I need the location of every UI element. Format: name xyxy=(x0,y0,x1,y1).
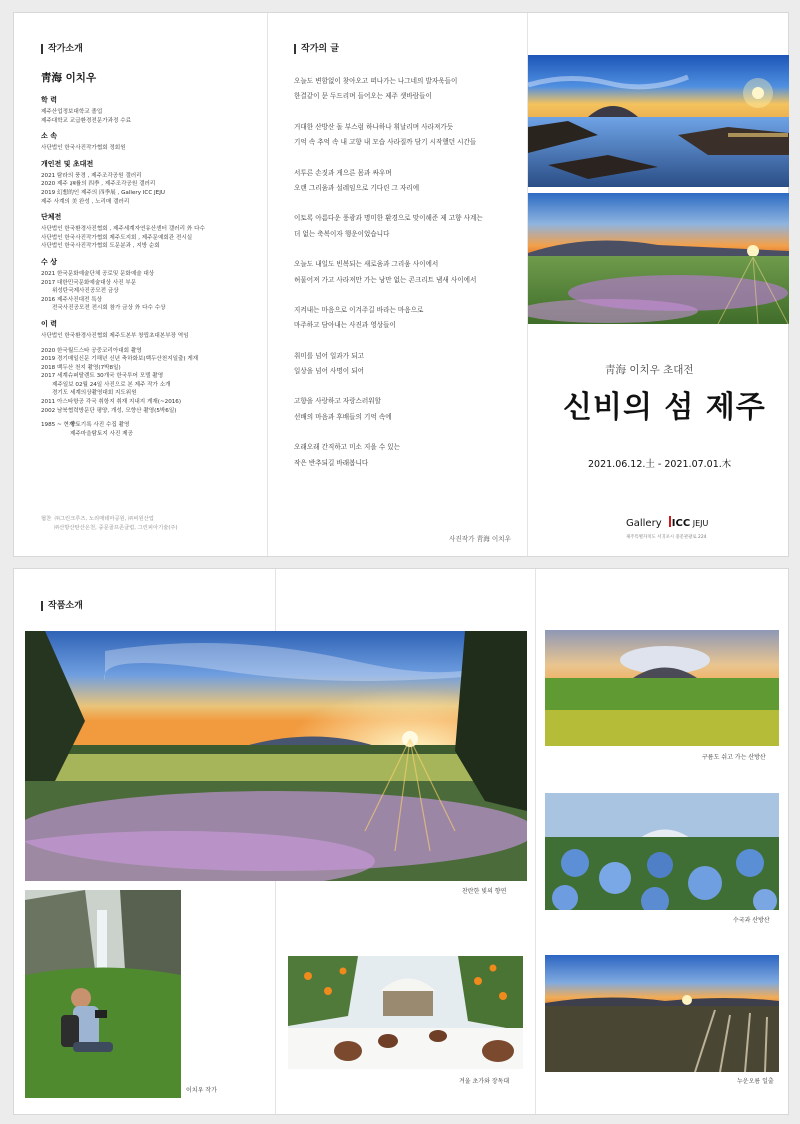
poem-stanza: 오늘도 내일도 빈복되는 새로움과 그리움 사이에서 허물어져 가고 사라져만 가는 낭만 없는 콘크리트 냄새 사이에서 xyxy=(294,260,477,284)
exhibition-dates: 2021.06.12.土 - 2021.07.01.木 xyxy=(588,459,732,470)
fold-line xyxy=(535,569,536,1114)
bio-line: 2020 제주 ३ॺ률의 四季 , 제주조각공원 갤러리 xyxy=(41,181,156,188)
history-line: 2020 한국월드스타 공중코리아대회 촬영 xyxy=(41,347,142,354)
caption-artist: 이치우 작가 xyxy=(186,1087,217,1094)
bio-line: 제주 사계의 美 완성 , 노리매 갤러리 xyxy=(41,198,130,205)
photo-artist-portrait xyxy=(25,890,181,1098)
exhibition-subtitle: 靑海 이치우 초대전 xyxy=(605,364,694,376)
caption-winter: 겨울 초가와 장독대 xyxy=(459,1078,510,1085)
extra-line: 제주마을탐토지 사진 제공 xyxy=(70,430,133,437)
history-line: 2018 백두산 천지 촬영(7박8일) xyxy=(41,364,121,371)
award-line: 2016 제주사진대전 특상 xyxy=(41,296,103,303)
bio-heading: 이 력 xyxy=(41,319,57,328)
caption-right-2: 수국과 산방산 xyxy=(733,917,770,924)
bio-line: 사단법인 한국사진작가협회 제주도지회 , 제주문예회관 전시실 xyxy=(41,234,193,241)
section-title-note: 작가의 글 xyxy=(294,44,339,54)
gallery-logo: Gallery ICC JEJU xyxy=(626,518,709,529)
bio-line: 제주산업정보대학교 졸업 xyxy=(41,109,103,115)
bio-heading: 학 력 xyxy=(41,96,57,104)
section-title-works: 작품소개 xyxy=(41,601,83,611)
extra-line: 1985 ~ 현재 향토기록 사진 수집 촬영 xyxy=(41,422,130,429)
bio-line: 사단법인 한국사진작가협회 도문분과 , 지방 순회 xyxy=(41,243,160,250)
sponsor-line: ㈜그린크루즈, 노리매테마공원, ㈜비원산업 xyxy=(54,516,154,522)
history-line: 2017 세계슈퍼탈렌트 30개국 한국투어 모델 촬영 xyxy=(41,373,164,380)
photo-main-panorama xyxy=(25,631,527,881)
exhibition-title: 신비의 섬 제주 xyxy=(563,390,766,425)
bio-heading: 단체전 xyxy=(41,213,62,222)
poem-stanza: 서투른 손짓과 게으른 몸과 싸우며 오랜 그리움과 설레임으로 기다린 그 자리에 xyxy=(294,168,420,192)
bio-heading: 개인전 및 초대전 xyxy=(41,159,94,168)
cover-photo-field-sunset xyxy=(528,193,789,324)
bio-line: 2019 幻想的인 제주의 四季展 , Gallery ICC JEJU xyxy=(41,189,165,196)
artist-note-text xyxy=(294,75,524,487)
bio-line: 사단법인 한국사진작가협회 정회원 xyxy=(41,145,126,152)
bio-heading: 소 속 xyxy=(41,132,57,141)
poem-stanza: 거대한 산방산 돌 부스럼 하나하나 휘날리며 사라져가듯 기억 속 추억 속 내 고향 내 모습 사라질까 담기 시작했던 시간들 xyxy=(294,122,477,147)
award-line: 2017 대한민국문화예술대상 사진 부문 xyxy=(41,279,137,286)
history-line: 2011 아스타항공 각국 취항지 취재 지내지 게재(~2016) xyxy=(41,399,182,406)
history-line: 사단법인 한국환경사진협회 제주도본부 창립초대본부장 역임 xyxy=(41,332,189,339)
poem-stanza: 취미를 넘어 일과가 되고 일상을 넘어 사명이 되어 xyxy=(294,351,364,376)
history-line: 2002 남북협력방문단 평양, 개성, 모향산 촬영(5박6일) xyxy=(41,407,177,414)
bio-heading: 수 상 xyxy=(41,257,57,266)
poem-stanza: 오늘도 변함없이 찾아오고 떠나가는 나그네의 발자욱들이 한결같이 문 두드리며 들어오는 제주 샛바람들이 xyxy=(294,77,458,101)
gallery-address: 제주특별자치도 서귀포시 중문관광로 224 xyxy=(626,535,707,540)
artist-name: 靑海 이치우 xyxy=(41,72,97,84)
bio-line: 2021 탐라의 풍경 , 제주조각공원 갤러리 xyxy=(41,172,142,179)
sponsor-list xyxy=(41,515,271,532)
photo-hydrangea xyxy=(545,793,779,910)
brochure-inner-sheet xyxy=(13,568,789,1115)
poem-stanza: 오래오래 간직하고 미소 지을 수 있는 작은 반추되길 바래봅니다 xyxy=(294,443,401,467)
photo-sunrise-silver-grass xyxy=(545,955,779,1072)
sponsor-label: 협찬 xyxy=(41,516,52,522)
history-line: 경기도 세계의상촬영대회 지도위원 xyxy=(52,390,137,397)
logo-red-bar-icon xyxy=(669,516,671,527)
artist-bio xyxy=(41,96,271,438)
poem-stanza: 이토록 아름다운 풍광과 명미한 환경으로 맞이해준 제 고향 사계는 더 없는 축복이자 행운이었습니다 xyxy=(294,214,483,238)
caption-main-photo: 찬란한 빛의 향연 xyxy=(462,888,507,895)
history-line: 제주일보 02월 24일 사진으로 본 제주 작가 소개 xyxy=(52,381,171,388)
history-line: 2019 경기매일신문 기해년 신년 축하화보(백두산천지일출) 게재 xyxy=(41,356,199,363)
artist-signature: 사진작가 靑海 이치우 xyxy=(449,535,511,543)
section-title-artist: 작가소개 xyxy=(41,44,83,54)
award-line: 전국사진공모전 전시회 참가 금상 外 다수 수상 xyxy=(52,305,166,312)
bio-line: 사단법인 한국환경사진협회 , 제주세계자연유산센터 갤러리 外 다수 xyxy=(41,226,205,233)
award-line: 위성탄국제사진공모전 금상 xyxy=(52,288,119,295)
poem-stanza: 고향을 사랑하고 자랑스러워할 선배의 마음과 후배들의 기억 속에 xyxy=(294,397,392,421)
caption-right-1: 구름도 쉬고 가는 산방산 xyxy=(702,754,766,761)
poem-stanza: 지켜내는 마음으로 이겨주길 바라는 마음으로 마주하고 담아내는 사진과 영상들이 xyxy=(294,305,424,330)
photo-winter-house xyxy=(288,956,523,1069)
photo-sanbangsan-clouds xyxy=(545,630,779,746)
sponsor-line: ㈜산방산탄산온천, 중문골프존클럽, 그린피아기술(주) xyxy=(54,524,178,531)
caption-right-3: 누운오름 일출 xyxy=(737,1078,774,1085)
brochure-outer-sheet xyxy=(13,12,789,557)
bio-line: 제주대학교 교급환경전문가과정 수료 xyxy=(41,117,132,124)
award-line: 2021 한국문화예술단체 공로및 문화예술 대상 xyxy=(41,270,155,277)
cover-photo-sanbangsan-sunset xyxy=(528,55,789,187)
